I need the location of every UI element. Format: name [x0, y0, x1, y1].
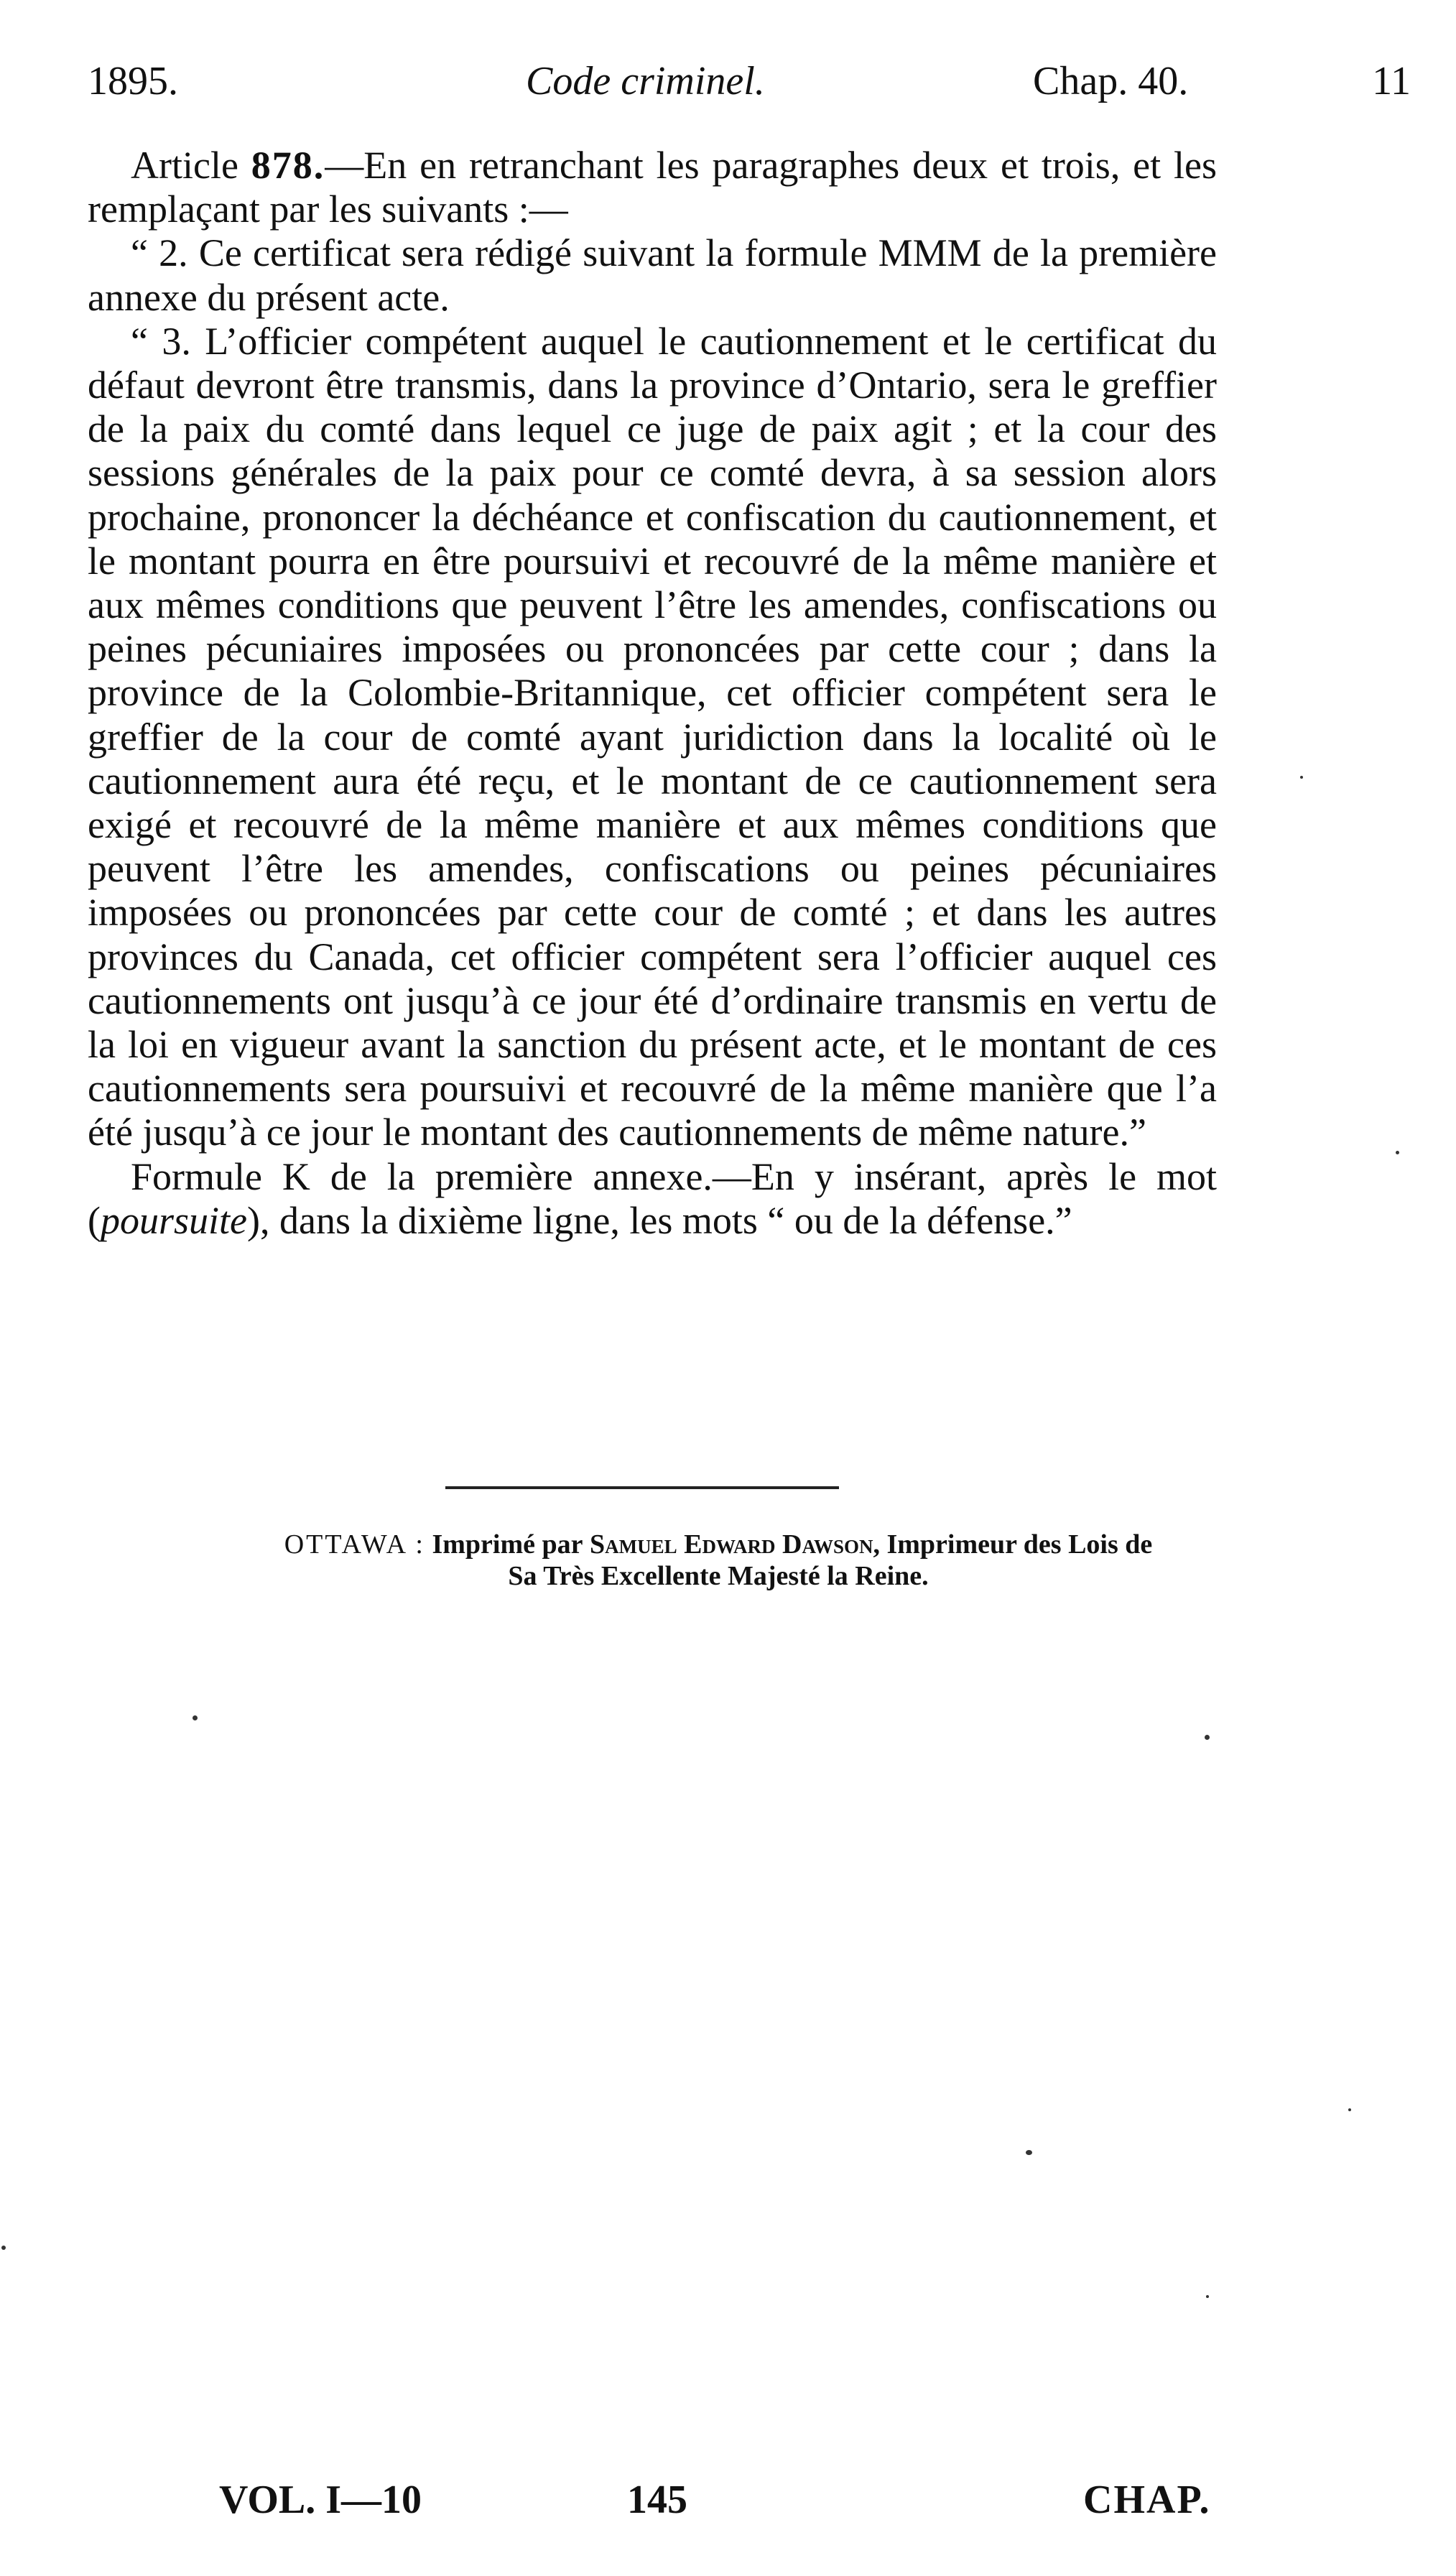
scan-speck: [193, 1715, 198, 1720]
imprint-line-2: Sa Très Excellente Majesté la Reine.: [508, 1561, 929, 1591]
footer-volume: VOL. I—10: [219, 2478, 422, 2522]
scan-speck: [1396, 1151, 1399, 1154]
subsection-2: “ 2. Ce certificat sera rédigé suivant la formule MMM de la première annexe du présent acte.: [88, 231, 1217, 319]
article-lead: Article: [131, 144, 251, 187]
footer-catchword: CHAP.: [1083, 2478, 1211, 2522]
scan-speck: [1206, 2295, 1209, 2298]
footer-sheet-number: 145: [627, 2478, 687, 2522]
imprint-printer-title: Imprimeur des Lois de: [886, 1529, 1153, 1560]
article-lead-text: —En en retranchant les paragraphes deux et trois, et les remplaçant par les suivants :—: [88, 144, 1217, 231]
scan-speck: [1205, 1735, 1210, 1740]
header-page-number: 11: [1372, 59, 1411, 103]
imprint-printer: Samuel Edward Dawson,: [590, 1529, 880, 1560]
formula-italic-word: poursuite: [100, 1198, 247, 1242]
statute-body: [88, 144, 1217, 1243]
running-header: [88, 49, 1411, 113]
subsection-3: “ 3. L’officier compétent auquel le cautionnement et le certificat du défaut devront être transmis, dans la province d’Ontario, sera le greffier de la paix du comté dans lequel ce juge de paix agit ; et la cour des sessions générales de la paix pour ce comté devra, à sa session alors prochaine, prononcer la déchéance et confiscation du cautionnement, et le montant pourra en être poursuivi et recouvré de la même manière et aux mêmes conditions que peuvent l’être les amendes, confiscations ou peines pécuniaires imposées ou prononcées par cette cour ; dans la province de la Colombie-Britannique, cet officier compétent sera le greffier de la cour de comté ayant juridiction dans la localité où le cautionnement aura été reçu, et le montant de ce cautionnement sera exigé et recouvré de la même manière et aux mêmes conditions que peuvent l’être les amendes, confiscations ou peines pécuniaires imposées ou prononcées par cette cour de comté ; et dans les autres provinces du Canada, cet officier compétent sera l’officier auquel ces cautionnements ont jusqu’à ce jour été d’ordinaire transmis en vertu de la loi en vigueur avant la sanction du présent acte, et le montant de ces cautionnements sera poursuivi et recouvré de la même manière que l’a été jusqu’à ce jour le montant des cautionnements de même nature.”: [88, 319, 1217, 1154]
section-divider: [445, 1486, 839, 1489]
imprint-line-1: [101, 1529, 1336, 1560]
formula-text-before: Formule K de la première annexe.—En y insérant, après le mot (: [88, 1154, 1217, 1242]
scan-speck: [1, 2246, 6, 2250]
header-year: 1895.: [88, 59, 178, 103]
header-chapter: Chap. 40.: [1033, 59, 1189, 103]
page-footer: [0, 2471, 1456, 2529]
formula-text-after: ), dans la dixième ligne, les mots “ ou de la défense.”: [247, 1198, 1072, 1242]
imprint-printed-by: Imprimé par: [432, 1529, 583, 1560]
scan-speck: [1026, 2150, 1032, 2155]
article-paragraph: [88, 144, 1217, 231]
header-title: Code criminel.: [526, 59, 765, 103]
article-number: 878.: [251, 144, 325, 187]
imprint-city: OTTAWA :: [284, 1529, 425, 1560]
formula-k-paragraph: [88, 1155, 1217, 1243]
printer-imprint: [101, 1529, 1336, 1592]
scan-speck: [1348, 2108, 1351, 2111]
scan-speck: [1300, 776, 1303, 779]
